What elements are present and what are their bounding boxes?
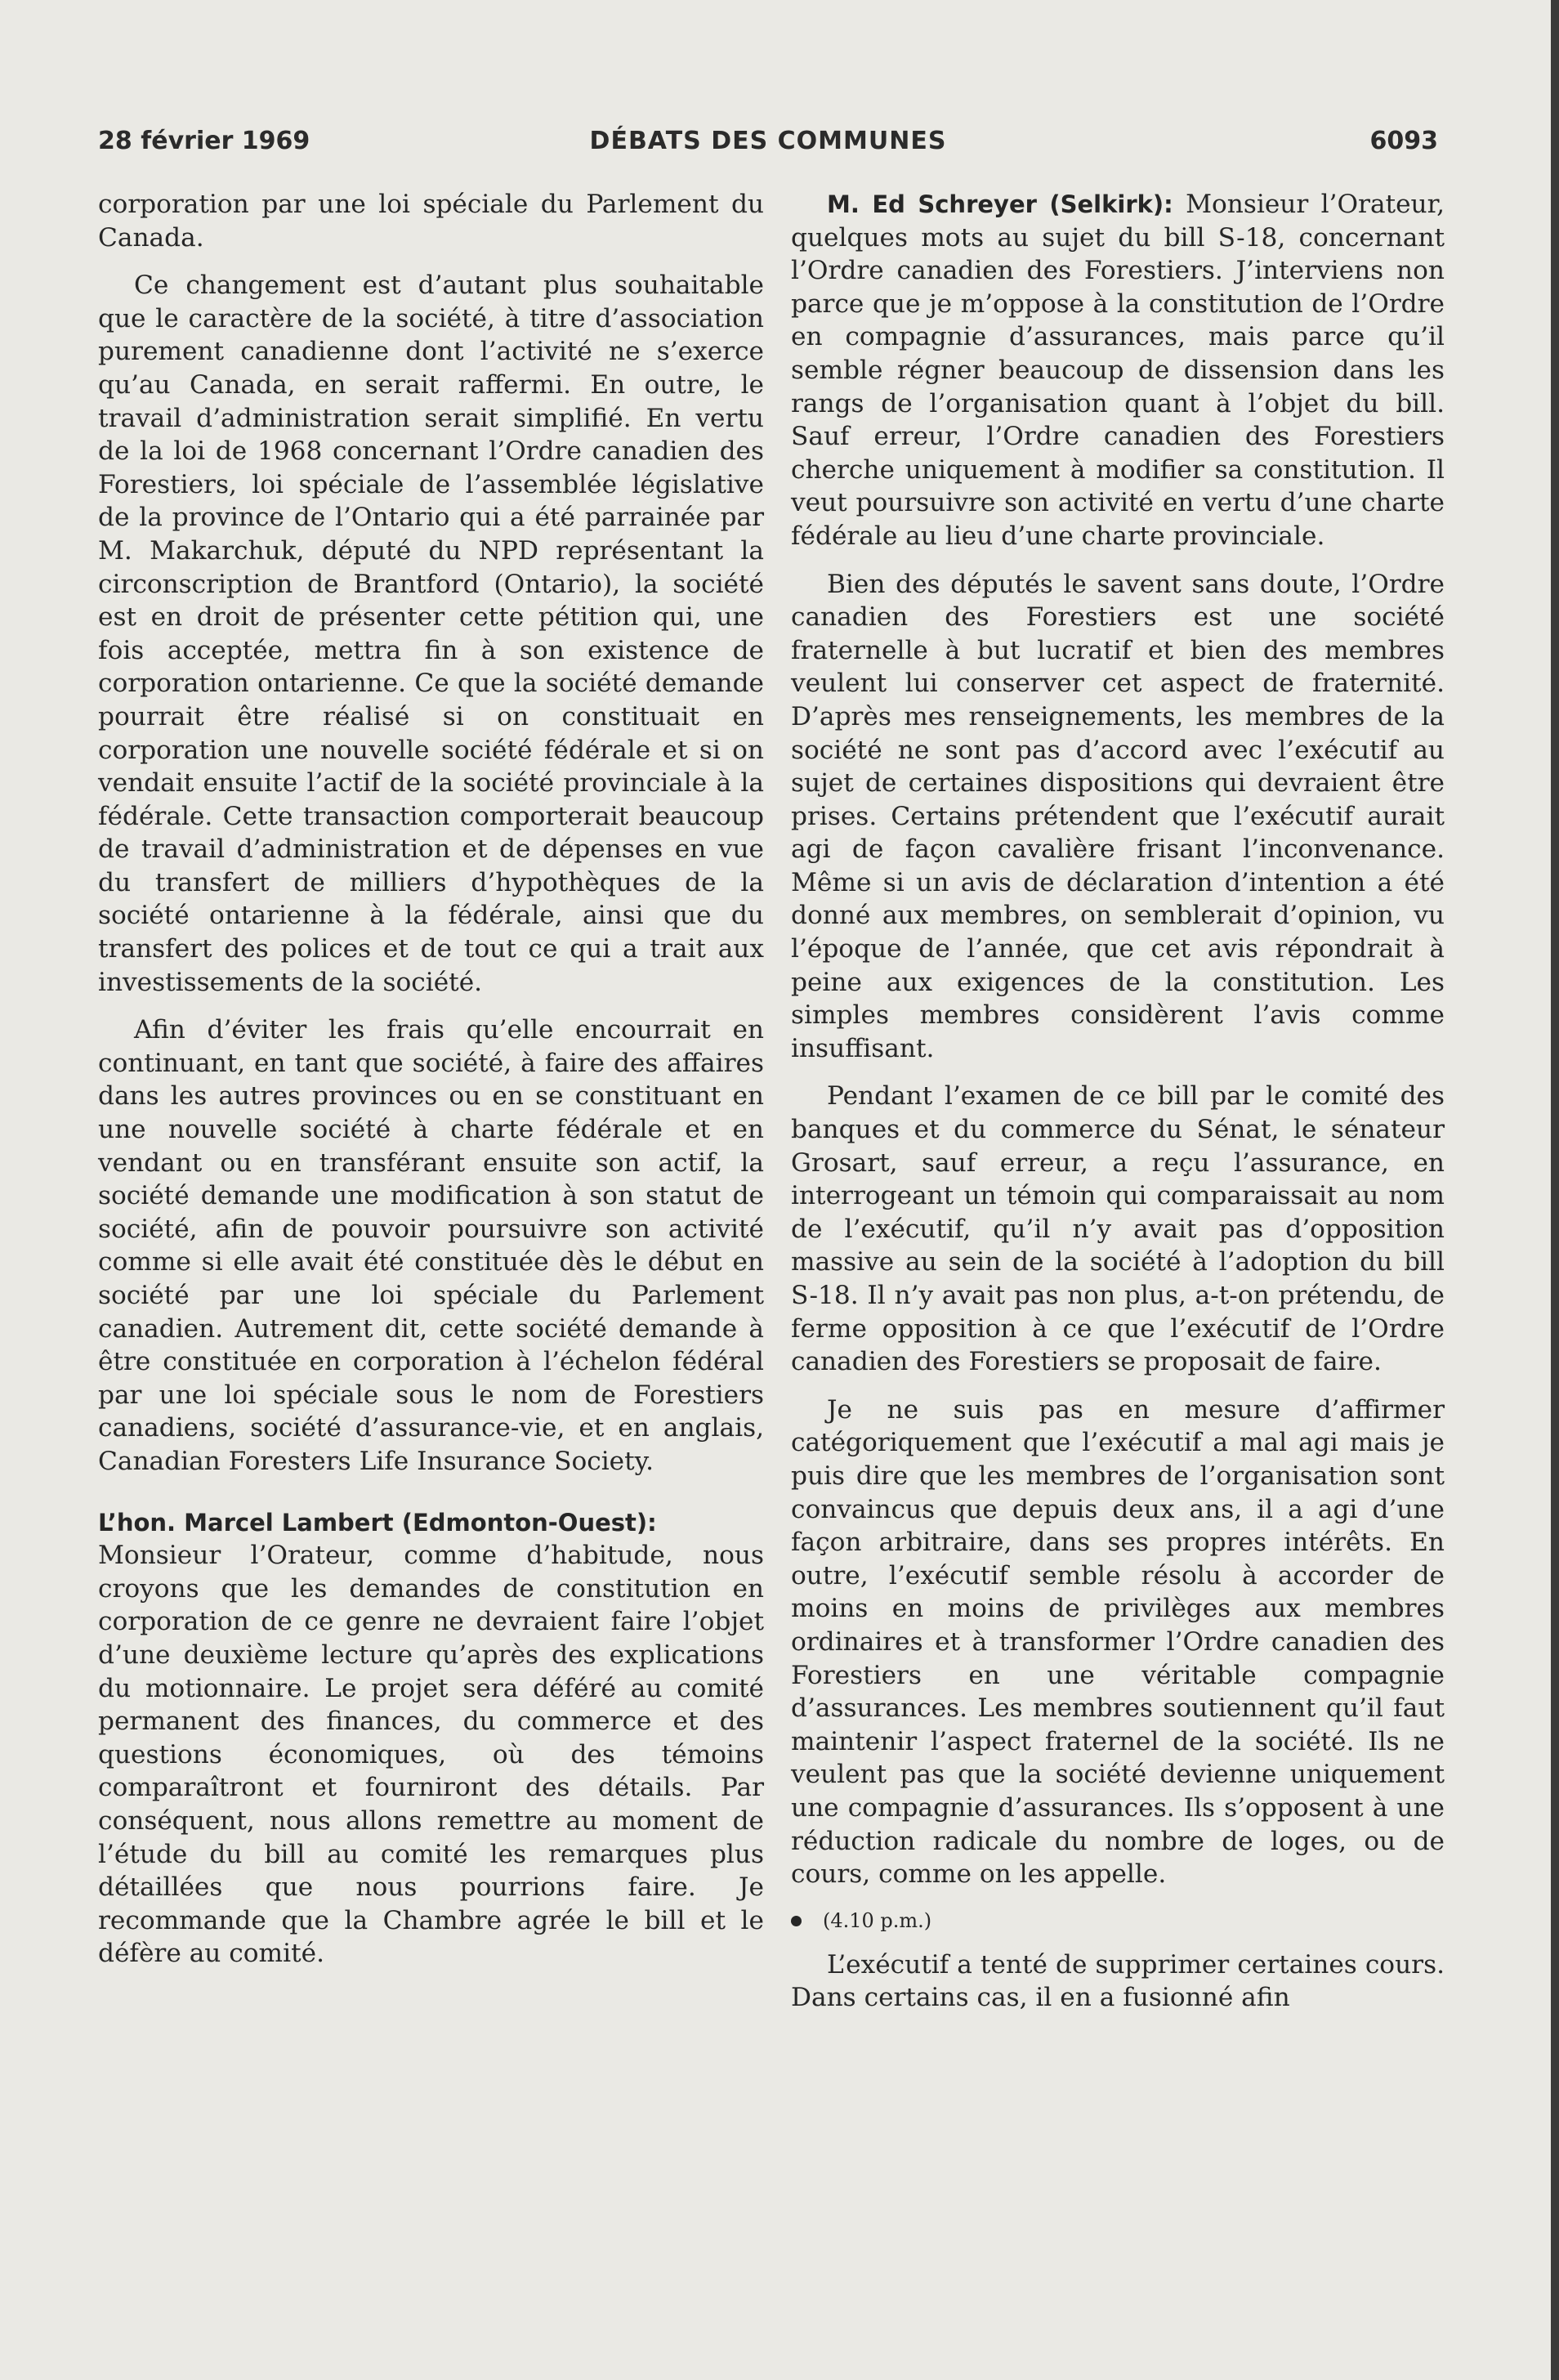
paragraph: corporation par une loi spéciale du Parlement du Canada. — [98, 190, 764, 253]
time-stamp — [791, 1908, 1445, 1934]
speech-text: Monsieur l’Orateur, quelques mots au sujet du bill S-18, concernant l’Ordre canadien des Forestiers. J’interviens non parce que je m’oppose à la constitution de l’Ordre en compagnie d’assurances, mais parce qu’il semble régner beaucoup de dissension dans les rangs de l’organisation quant à l’objet du bill. Sauf erreur, l’Ordre canadien des Forestiers cherche uniquement à modifier sa constitution. Il veut poursuivre son activité en vertu d’une charte fédérale au lieu d’une charte provinciale. — [791, 190, 1445, 551]
paragraph: L’exécutif a tenté de supprimer certaines cours. Dans certains cas, il en a fusionné afin — [791, 1949, 1445, 2013]
right-column — [791, 188, 1445, 2029]
bullet-icon — [791, 1916, 802, 1926]
left-column — [98, 188, 764, 1985]
paragraph: Bien des députés le savent sans doute, l’Ordre canadien des Forestiers est une société fraternelle à but lucratif et bien des membres veulent lui conserver cet aspect de fraternité. D’après mes renseignements, les membres de la société ne sont pas d’accord avec l’exécutif au sujet de certaines dispositions qui devraient être prises. Certains prétendent que l’exécutif aurait agi de façon cavalière frisant l’inconvenance. Même si un avis de déclaration d’intention a été donné aux membres, on semblerait d’opinion, vu l’époque de l’année, que cet avis répondrait à peine aux exigences de la constitution. Les simples membres considèrent l’avis comme insuffisant. — [791, 569, 1445, 1063]
paragraph: Je ne suis pas en mesure d’affirmer catégoriquement que l’exécutif a mal agi mais je puis dire que les membres de l’organisation sont convaincus que depuis deux ans, il a agi d’une façon arbitraire, dans ses propres intérêts. En outre, l’exécutif semble résolu à accorder de moins en moins de privilèges aux membres ordinaires et à transformer l’Ordre canadien des Forestiers en une véritable compagnie d’assurances. Les membres soutiennent qu’il faut maintenir l’aspect fraternel de la société. Ils ne veulent pas que la société devienne uniquement une compagnie d’assurances. Ils s’opposent à une réduction radicale du nombre de loges, ou de cours, comme on les appelle. — [791, 1394, 1445, 1890]
speech-paragraph — [791, 188, 1445, 553]
speaker-name: L’hon. Marcel Lambert (Edmonton-Ouest): — [98, 1508, 657, 1537]
header-title: DÉBATS DES COMMUNES — [589, 127, 947, 155]
speech-text: Monsieur l’Orateur, comme d’habitude, nous croyons que les demandes de constitution en corporation de ce genre ne devraient faire l’objet d’une deuxième lecture qu’après des explications du motionnaire. Le projet sera déféré au comité permanent des finances, du commerce et des questions économiques, où des témoins comparaîtront et fourniront des détails. Par conséquent, nous allons remettre au moment de l’étude du bill au comité les remarques plus détaillées que nous pourrions faire. Je recommande que la Chambre agrée le bill et le défère au comité. — [98, 1541, 764, 1969]
scan-edge — [1551, 0, 1559, 2380]
header-date: 28 février 1969 — [98, 127, 310, 155]
speech-paragraph — [98, 1506, 764, 1971]
paragraph: Pendant l’examen de ce bill par le comité des banques et du commerce du Sénat, le sénateur Grosart, sauf erreur, a reçu l’assurance, en interrogeant un témoin qui comparaissait au nom de l’exécutif, qu’il n’y avait pas d’opposition massive au sein de la société à l’adoption du bill S-18. Il n’y avait pas non plus, a-t-on prétendu, de ferme opposition à ce que l’exécutif de l’Ordre canadien des Forestiers se proposait de faire. — [791, 1081, 1445, 1377]
running-head — [98, 127, 1438, 168]
paragraph: Afin d’éviter les frais qu’elle encourrait en continuant, en tant que société, à faire des affaires dans les autres provinces ou en se constituant en une nouvelle société à charte fédérale et en vendant ou en transférant ensuite son actif, la société demande une modification à son statut de société, afin de pouvoir poursuivre son activité comme si elle avait été constituée dès le début en société par une loi spéciale du Parlement canadien. Autrement dit, cette société demande à être constituée en corporation à l’échelon fédéral par une loi spéciale sous le nom de Forestiers canadiens, société d’assurance-vie, et en anglais, Canadian Foresters Life Insurance Society. — [98, 1015, 764, 1476]
header-page-number: 6093 — [1369, 127, 1438, 155]
speaker-name: M. Ed Schreyer (Selkirk): — [827, 190, 1173, 218]
paragraph: Ce changement est d’autant plus souhaitable que le caractère de la société, à titre d’association purement canadienne dont l’activité ne s’exerce qu’au Canada, en serait raffermi. En outre, le travail d’administration serait simplifié. En vertu de la loi de 1968 concernant l’Ordre canadien des Forestiers, loi spéciale de l’assemblée législative de la province de l’Ontario qui a été parrainée par M. Makarchuk, député du NPD représentant la circonscription de Brantford (Ontario), la société est en droit de présenter cette pétition qui, une fois acceptée, mettra fin à son existence de corporation ontarienne. Ce que la société demande pourrait être réalisé si on constituait en corporation une nouvelle société fédérale et si on vendait ensuite l’actif de la société provinciale à la fédérale. Cette transaction comporterait beaucoup de travail d’administration et de dépenses en vue du transfert de milliers d’hypothèques de la société ontarienne à la fédérale, ainsi que du transfert des polices et de tout ce qui a trait aux investissements de la société. — [98, 271, 764, 997]
time-stamp-text: (4.10 p.m.) — [823, 1908, 932, 1932]
